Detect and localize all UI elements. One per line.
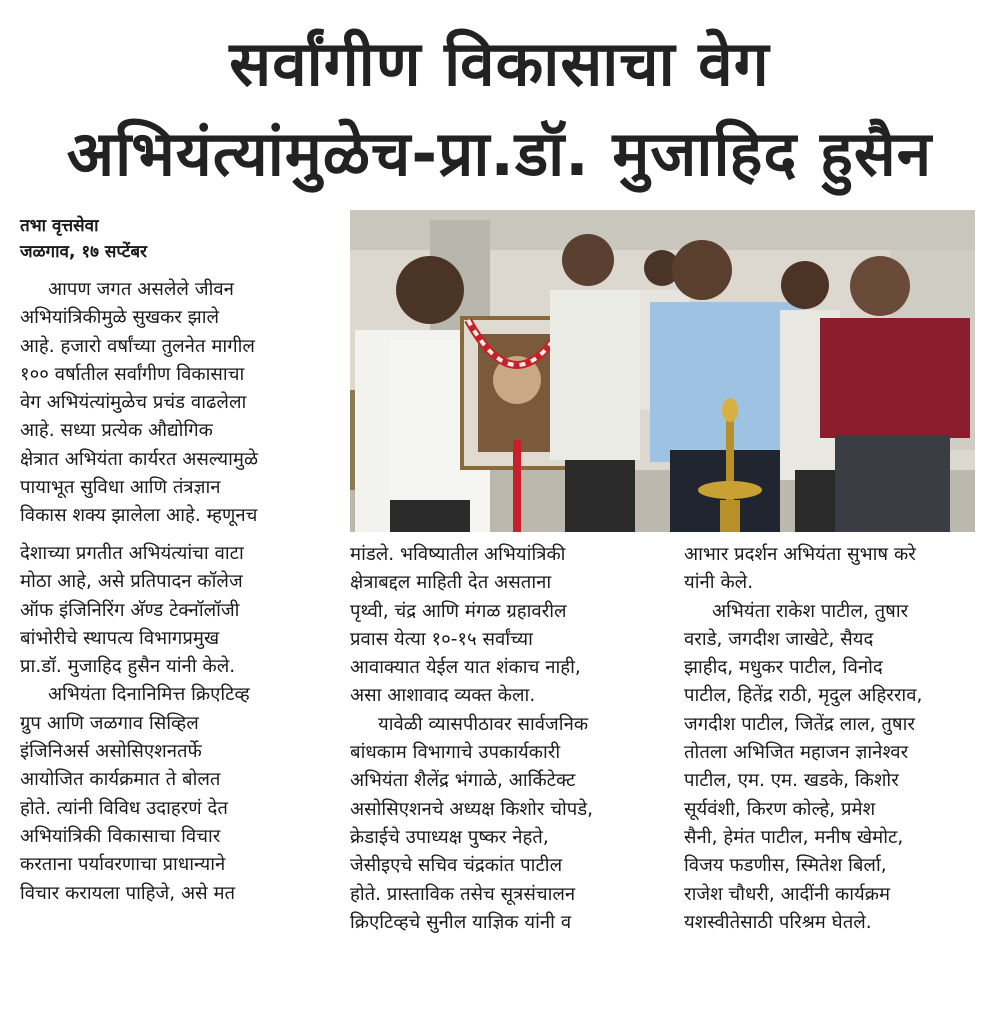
text-line: अभियंता दिनानिमित्त क्रिएटिव्ह (48, 684, 250, 706)
text-line: जगदीश पाटील, जितेंद्र लाल, तुषार (684, 713, 915, 735)
text-line: वेग अभियंत्यांमुळेच प्रचंड वाढलेला (20, 392, 247, 414)
text-line: क्रिएटिव्हचे सुनील याज्ञिक यांनी व (350, 911, 572, 933)
text-line: असोसिएशनचे अध्यक्ष किशोर चोपडे, (350, 798, 594, 820)
text-line: झाहीद, मधुकर पाटील, विनोद (684, 657, 883, 679)
text-line: बांभोरीचे स्थापत्य विभागप्रमुख (20, 627, 220, 649)
text-line: मांडले. भविष्यातील अभियांत्रिकी (350, 544, 566, 565)
text-line: यशस्वीतेसाठी परिश्रम घेतले. (684, 911, 872, 933)
article-column-1-bottom (20, 540, 336, 908)
text-line: सूर्यवंशी, किरण कोल्हे, प्रमेश (684, 798, 876, 820)
text-line: देशाच्या प्रगतीत अभियंत्यांचा वाटा (20, 543, 244, 564)
text-line: विजय फडणीस, स्मितेश बिर्ला, (684, 855, 887, 877)
text-line: होते. त्यांनी विविध उदाहरणं देत (20, 797, 228, 819)
text-line: आवाक्यात येईल यात शंकाच नाही, (350, 657, 581, 679)
text-line: असा आशावाद व्यक्त केला. (350, 685, 536, 707)
event-photo (350, 210, 975, 532)
text-line: पाटील, एम. एम. खडके, किशोर (684, 770, 899, 792)
text-line: सैनी, हेमंत पाटील, मनीष खेमोट, (684, 826, 904, 848)
text-line: पृथ्वी, चंद्र आणि मंगळ ग्रहावरील (350, 600, 567, 622)
text-line: अभियंता राकेश पाटील, तुषार (712, 600, 909, 622)
text-line: यावेळी व्यासपीठावर सार्वजनिक (378, 713, 589, 735)
text-line: इंजिनिअर्स असोसिएशनतर्फे (20, 741, 202, 763)
lamp-lighting-ceremony-photo (350, 210, 975, 532)
byline-source: तभा वृत्तसेवा (20, 216, 99, 236)
article-column-3 (684, 541, 980, 937)
text-line: आभार प्रदर्शन अभियंता सुभाष करे (684, 544, 916, 565)
text-line: जेसीइएचे सचिव चंद्रकांत पाटील (350, 855, 563, 877)
text-line: विचार करायला पाहिजे, असे मत (20, 882, 236, 904)
text-line: प्रा.डॉ. मुजाहिद हुसैन यांनी केले. (20, 656, 236, 678)
text-line: ऑफ इंजिनिरिंग अ‍ॅण्ड टेक्नॉलॉजी (20, 599, 240, 621)
byline-dateline: जळगाव, १७ सप्टेंबर (20, 242, 147, 262)
text-line: तोतला अभिजित महाजन ज्ञानेश्वर (684, 742, 909, 764)
text-line: प्रवास येत्या १०-१५ सर्वांच्या (350, 628, 533, 650)
article-column-2 (350, 541, 652, 937)
text-line: आहे. सध्या प्रत्येक औद्योगिक (20, 420, 213, 442)
text-line: बांधकाम विभागाचे उपकार्यकारी (350, 742, 561, 764)
text-line: राजेश चौधरी, आदींनी कार्यक्रम (684, 883, 891, 905)
text-line: पाटील, हितेंद्र राठी, मृदुल अहिरराव, (684, 685, 923, 707)
text-line: अभियांत्रिकीमुळे सुखकर झाले (20, 307, 220, 329)
headline-line-1: सर्वांगीण विकासाचा वेग (229, 27, 770, 100)
article-column-1-top (20, 276, 336, 531)
text-line: यांनी केले. (684, 572, 754, 594)
text-line: क्षेत्रात अभियंता कार्यरत असल्यामुळे (20, 448, 259, 470)
text-line: विकास शक्य झालेला आहे. म्हणूनच (20, 505, 258, 527)
text-line: मोठा आहे, असे प्रतिपादन कॉलेज (20, 571, 243, 593)
text-line: वराडे, जगदीश जाखेटे, सैयद (684, 628, 874, 650)
text-line: होते. प्रास्ताविक तसेच सूत्रसंचालन (350, 883, 576, 905)
text-line: आयोजित कार्यक्रमात ते बोलत (20, 769, 221, 791)
headline-line-2: अभियंत्यांमुळेच-प्रा.डॉ. मुजाहिद हुसैन (66, 117, 933, 190)
text-line: १०० वर्षातील सर्वांगीण विकासाचा (20, 363, 245, 385)
text-line: पायाभूत सुविधा आणि तंत्रज्ञान (20, 477, 221, 499)
text-line: ग्रुप आणि जळगाव सिव्हिल (20, 712, 199, 734)
text-line: अभियांत्रिकी विकासाचा विचार (20, 825, 221, 847)
text-line: क्रेडाईचे उपाध्यक्ष पुष्कर नेहते, (350, 826, 549, 848)
text-line: आपण जगत असलेले जीवन (48, 279, 234, 300)
text-line: क्षेत्राबद्दल माहिती देत असताना (350, 572, 552, 594)
text-line: करताना पर्यावरणाचा प्राधान्याने (20, 854, 226, 876)
text-line: आहे. हजारो वर्षांच्या तुलनेत मागील (20, 335, 255, 357)
text-line: अभियंता शैलेंद्र भंगाळे, आर्किटेक्ट (350, 770, 576, 792)
